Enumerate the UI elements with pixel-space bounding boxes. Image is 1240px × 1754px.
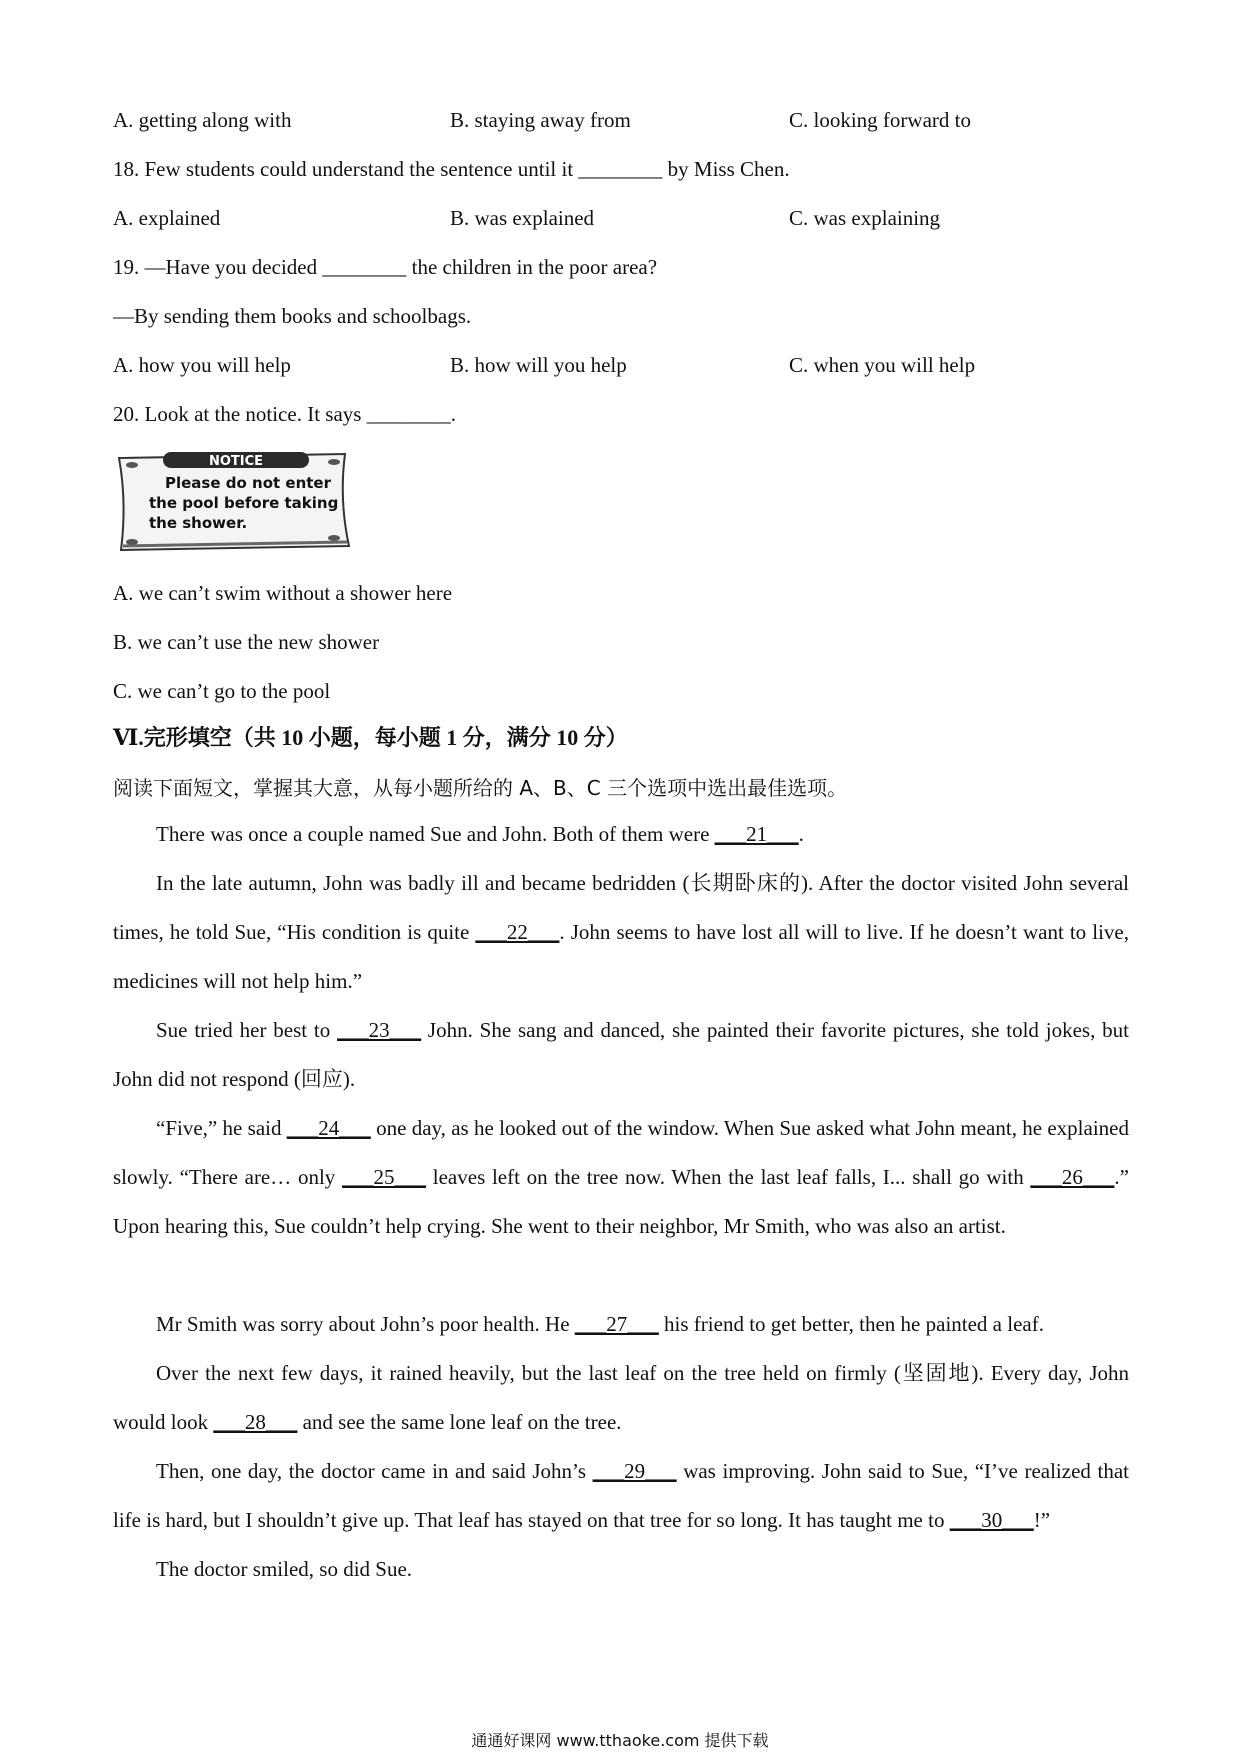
q19-option-b: B. how will you help bbox=[450, 353, 627, 377]
blank-26: ___26___ bbox=[1030, 1165, 1115, 1189]
passage-paragraph-1: There was once a couple named Sue and John. Both of them were ___21___. bbox=[156, 822, 804, 846]
notice-title: NOTICE bbox=[208, 454, 264, 469]
blank-29: ___29___ bbox=[592, 1459, 677, 1483]
q20-option-b: B. we can’t use the new shower bbox=[113, 630, 380, 654]
page-footer: 通通好课网 www.tthaoke.com 提供下载 bbox=[471, 1731, 769, 1750]
q19-reply: —By sending them books and schoolbags. bbox=[113, 304, 472, 328]
q17-option-b: B. staying away from bbox=[450, 108, 631, 132]
passage-paragraph-7: Then, one day, the doctor came in and said John’s ___29___ was improving. John said to Sue, “I’ve realized that life is hard, but I shouldn’t give up. That leaf has stayed on that tree for so long. It has taught me to ___30___!” bbox=[113, 1459, 1129, 1532]
passage-paragraph-2: In the late autumn, John was badly ill and became bedridden (长期卧床的). After the doctor visited John several times, he told Sue, “His condition is quite ___22___. John seems to have lost all will to live. If he doesn’t want to live, medicines will not help him.” bbox=[113, 871, 1130, 993]
q20-option-a: A. we can’t swim without a shower here bbox=[113, 581, 453, 605]
passage-paragraph-8: The doctor smiled, so did Sue. bbox=[156, 1557, 413, 1581]
q19-option-c: C. when you will help bbox=[789, 353, 976, 377]
passage-paragraph-5: Mr Smith was sorry about John’s poor health. He ___27___ his friend to get better, then he painted a leaf. bbox=[156, 1312, 1044, 1336]
notice-text-line-1: Please do not enter bbox=[165, 474, 331, 492]
blank-25: ___25___ bbox=[342, 1165, 427, 1189]
blank-21: ___21___ bbox=[714, 822, 799, 846]
blank-23: ___23___ bbox=[337, 1018, 422, 1042]
section-heading: Ⅵ.完形填空（共 10 小题，每小题 1 分，满分 10 分） bbox=[113, 725, 628, 750]
q20-option-c: C. we can’t go to the pool bbox=[113, 679, 331, 703]
q18-stem: 18. Few students could understand the sentence until it ________ by Miss Chen. bbox=[113, 157, 790, 181]
q17-option-c: C. looking forward to bbox=[789, 108, 971, 132]
q18-option-a: A. explained bbox=[113, 206, 221, 230]
blank-22: ___22___ bbox=[475, 920, 560, 944]
q17-option-a: A. getting along with bbox=[113, 108, 292, 132]
section-instruction: 阅读下面短文，掌握其大意，从每小题所给的 A、B、C 三个选项中选出最佳选项。 bbox=[113, 776, 848, 800]
notice-text-line-3: the shower. bbox=[149, 514, 248, 532]
blank-27: ___27___ bbox=[574, 1312, 659, 1336]
notice-text-line-2: the pool before taking bbox=[149, 494, 339, 512]
notice-sign-image bbox=[113, 450, 353, 555]
q18-option-c: C. was explaining bbox=[789, 206, 941, 230]
q18-option-b: B. was explained bbox=[450, 206, 595, 230]
passage-paragraph-6: Over the next few days, it rained heavily, but the last leaf on the tree held on firmly (坚固地). Every day, John would look ___28___ and see the same lone leaf on the tree. bbox=[113, 1361, 1129, 1434]
passage-paragraph-4: “Five,” he said ___24___ one day, as he looked out of the window. When Sue asked what John meant, he explained slowly. “There are… only ___25___ leaves left on the tree now. When the last leaf falls, I... shall go with ___26___.” Upon hearing this, Sue couldn’t help crying. She went to their neighbor, Mr Smith, who was also an artist. bbox=[113, 1116, 1129, 1238]
blank-30: ___30___ bbox=[949, 1508, 1034, 1532]
q20-stem: 20. Look at the notice. It says ________. bbox=[113, 402, 456, 426]
q19-option-a: A. how you will help bbox=[113, 353, 291, 377]
blank-24: ___24___ bbox=[286, 1116, 371, 1140]
blank-28: ___28___ bbox=[213, 1410, 298, 1434]
passage-paragraph-3: Sue tried her best to ___23___ John. She sang and danced, she painted their favorite pictures, she told jokes, but John did not respond (回应). bbox=[113, 1018, 1129, 1091]
q19-stem: 19. —Have you decided ________ the children in the poor area? bbox=[113, 255, 658, 279]
